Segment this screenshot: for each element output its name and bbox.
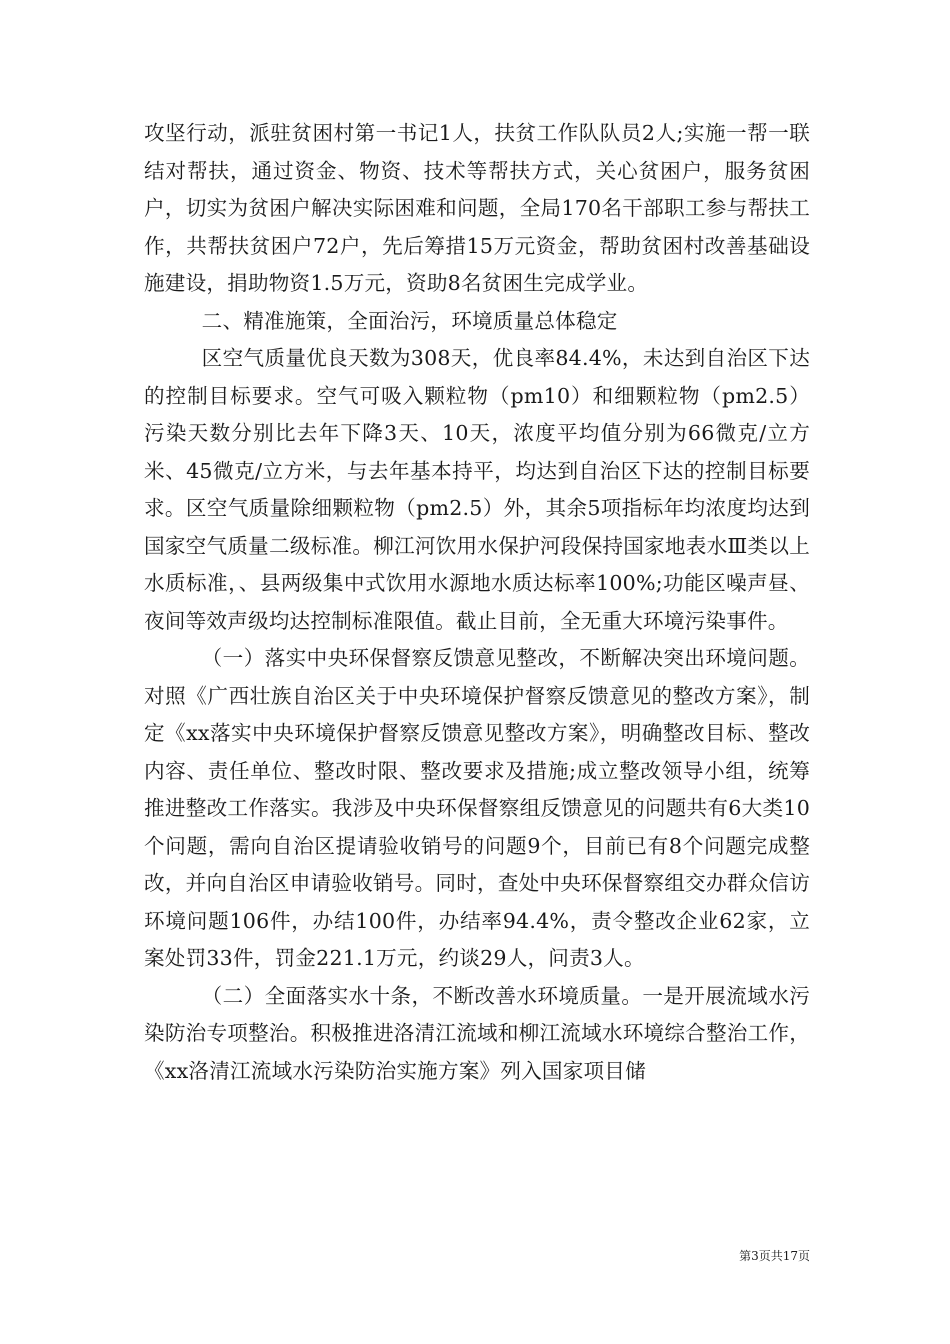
document-body <box>144 115 810 1090</box>
page-number-footer: 第3页共17页 <box>739 1249 810 1263</box>
paragraph-air-quality: 区空气质量优良天数为308天，优良率84.4%，未达到自治区下达的控制目标要求。空气可吸入颗粒物（pm10）和细颗粒物（pm2.5）污染天数分别比去年下降3天、10天，浓度平均值分别为66微克/立方米、45微克/立方米，与去年基本持平，均达到自治区下达的控制目标要求。区空气质量除细颗粒物（pm2.5）外，其余5项指标年均浓度均达到国家空气质量二级标准。柳江河饮用水保护河段保持国家地表水Ⅲ类以上水质标准，、县两级集中式饮用水源地水质达标率100%;功能区噪声昼、夜间等效声级均达控制标准限值。截止目前，全无重大环境污染事件。 <box>144 346 810 633</box>
section-heading: 二、精准施策，全面治污，环境质量总体稳定 <box>201 308 618 333</box>
paragraph-continuation: 攻坚行动，派驻贫困村第一书记1人，扶贫工作队队员2人;实施一帮一联结对帮扶，通过资金、物资、技术等帮扶方式，关心贫困户，服务贫困户，切实为贫困户解决实际困难和问题，全局170名干部职工参与帮扶工作，共帮扶贫困户72户，先后筹措15万元资金，帮助贫困村改善基础设施建设，捐助物资1.5万元，资助8名贫困生完成学业。 <box>144 121 810 295</box>
paragraph-subsection-1: （一）落实中央环保督察反馈意见整改，不断解决突出环境问题。对照《广西壮族自治区关于中央环境保护督察反馈意见的整改方案》，制定《xx落实中央环境保护督察反馈意见整改方案》，明确整改目标、整改内容、责任单位、整改时限、整改要求及措施;成立整改领导小组，统筹推进整改工作落实。我涉及中央环保督察组反馈意见的问题共有6大类10个问题，需向自治区提请验收销号的问题9个，目前已有8个问题完成整改，并向自治区申请验收销号。同时，查处中央环保督察组交办群众信访环境问题106件，办结100件，办结率94.4%，责令整改企业62家，立案处罚33件，罚金221.1万元，约谈29人，问责3人。 <box>144 646 810 970</box>
paragraph-subsection-2: （二）全面落实水十条，不断改善水环境质量。一是开展流域水污染防治专项整治。积极推进洛清江流域和柳江流域水环境综合整治工作，《xx洛清江流域水污染防治实施方案》列入国家项目储 <box>144 983 810 1083</box>
